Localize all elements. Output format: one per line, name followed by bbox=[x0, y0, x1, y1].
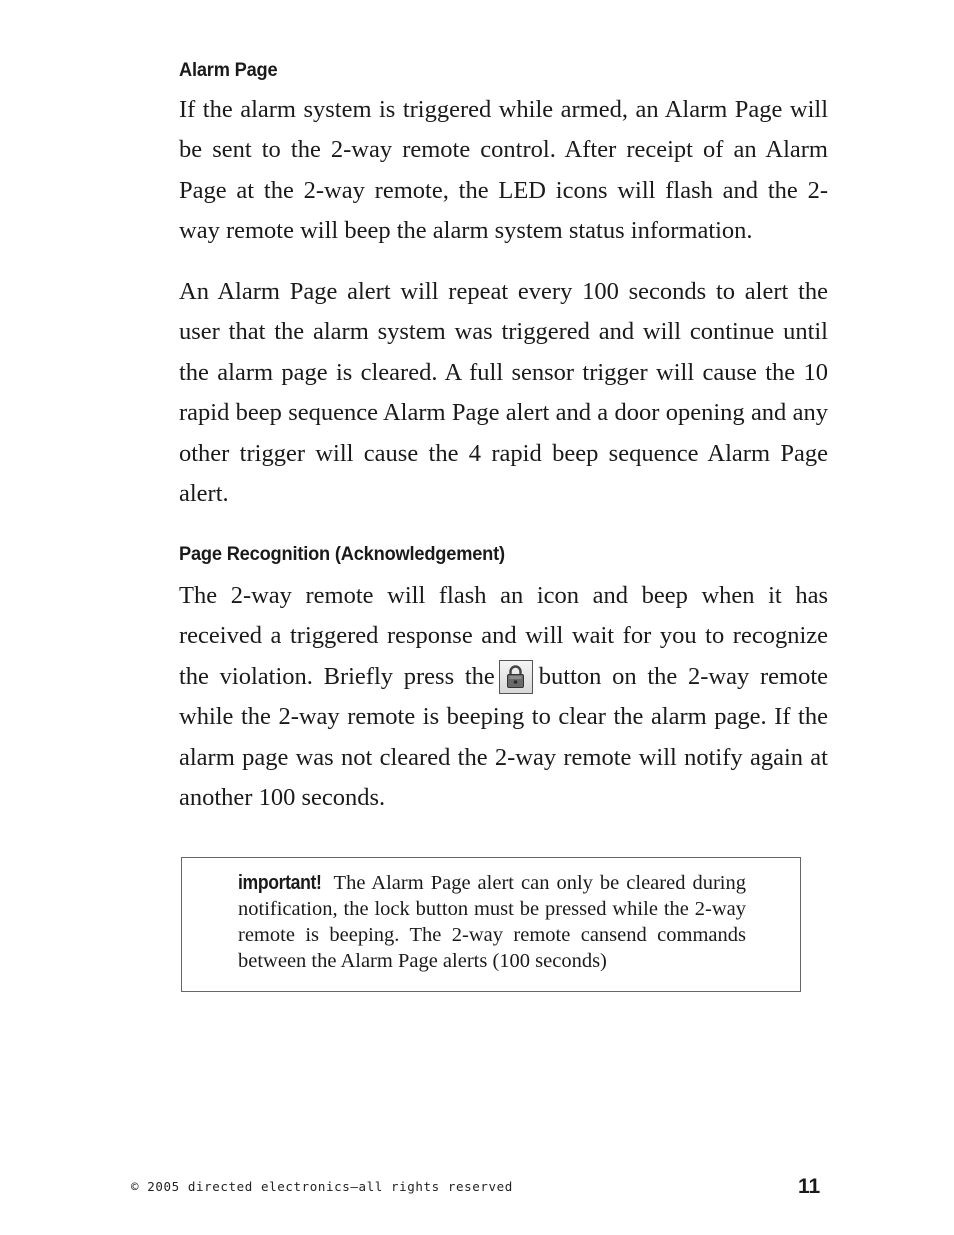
page-recognition-text-after-icon: button on the 2-way remote while the 2-way remote is beeping to clear the alarm page. If the alarm page was not cleared the 2-way remote will notify again at another 100 seconds. bbox=[179, 662, 829, 812]
alarm-page-paragraph-1: If the alarm system is triggered while armed, an Alarm Page will be sent to the 2-way remote control. After receipt of an Alarm Page at the 2-way remote, the LED icons will flash and the 2- way remote will beep the alarm system status information. bbox=[179, 96, 828, 245]
page-recognition-paragraph bbox=[179, 576, 828, 818]
lock-icon bbox=[499, 660, 533, 694]
page-number: 11 bbox=[798, 1175, 821, 1198]
important-note-box bbox=[181, 857, 801, 992]
section-heading-alarm-page: Alarm Page bbox=[179, 60, 278, 81]
page-recognition-text-before-icon: The 2-way remote will flash an icon and beep when it has received a triggered response and will wait for you to recognize the violation. Briefly press the bbox=[179, 582, 828, 690]
important-note bbox=[238, 870, 746, 974]
important-label: important! bbox=[238, 872, 322, 894]
important-note-text: The Alarm Page alert can only be cleared during notification, the lock button must be pressed while the 2-way remote is beeping. The 2-way remote cansend commands between the Alarm Page alerts (100 seconds) bbox=[238, 872, 746, 972]
alarm-page-paragraph-2: An Alarm Page alert will repeat every 100 seconds to alert the user that the alarm system was triggered and will continue until the alarm page is cleared. A full sensor trigger will cause the 10 rapid beep sequence Alarm Page alert and a door opening and any other trigger will cause the 4 rapid beep sequence Alarm Page alert. bbox=[179, 278, 828, 508]
section-heading-page-recognition: Page Recognition (Acknowledgement) bbox=[179, 544, 505, 565]
footer-copyright: © 2005 directed electronics—all rights reserved bbox=[131, 1179, 513, 1194]
